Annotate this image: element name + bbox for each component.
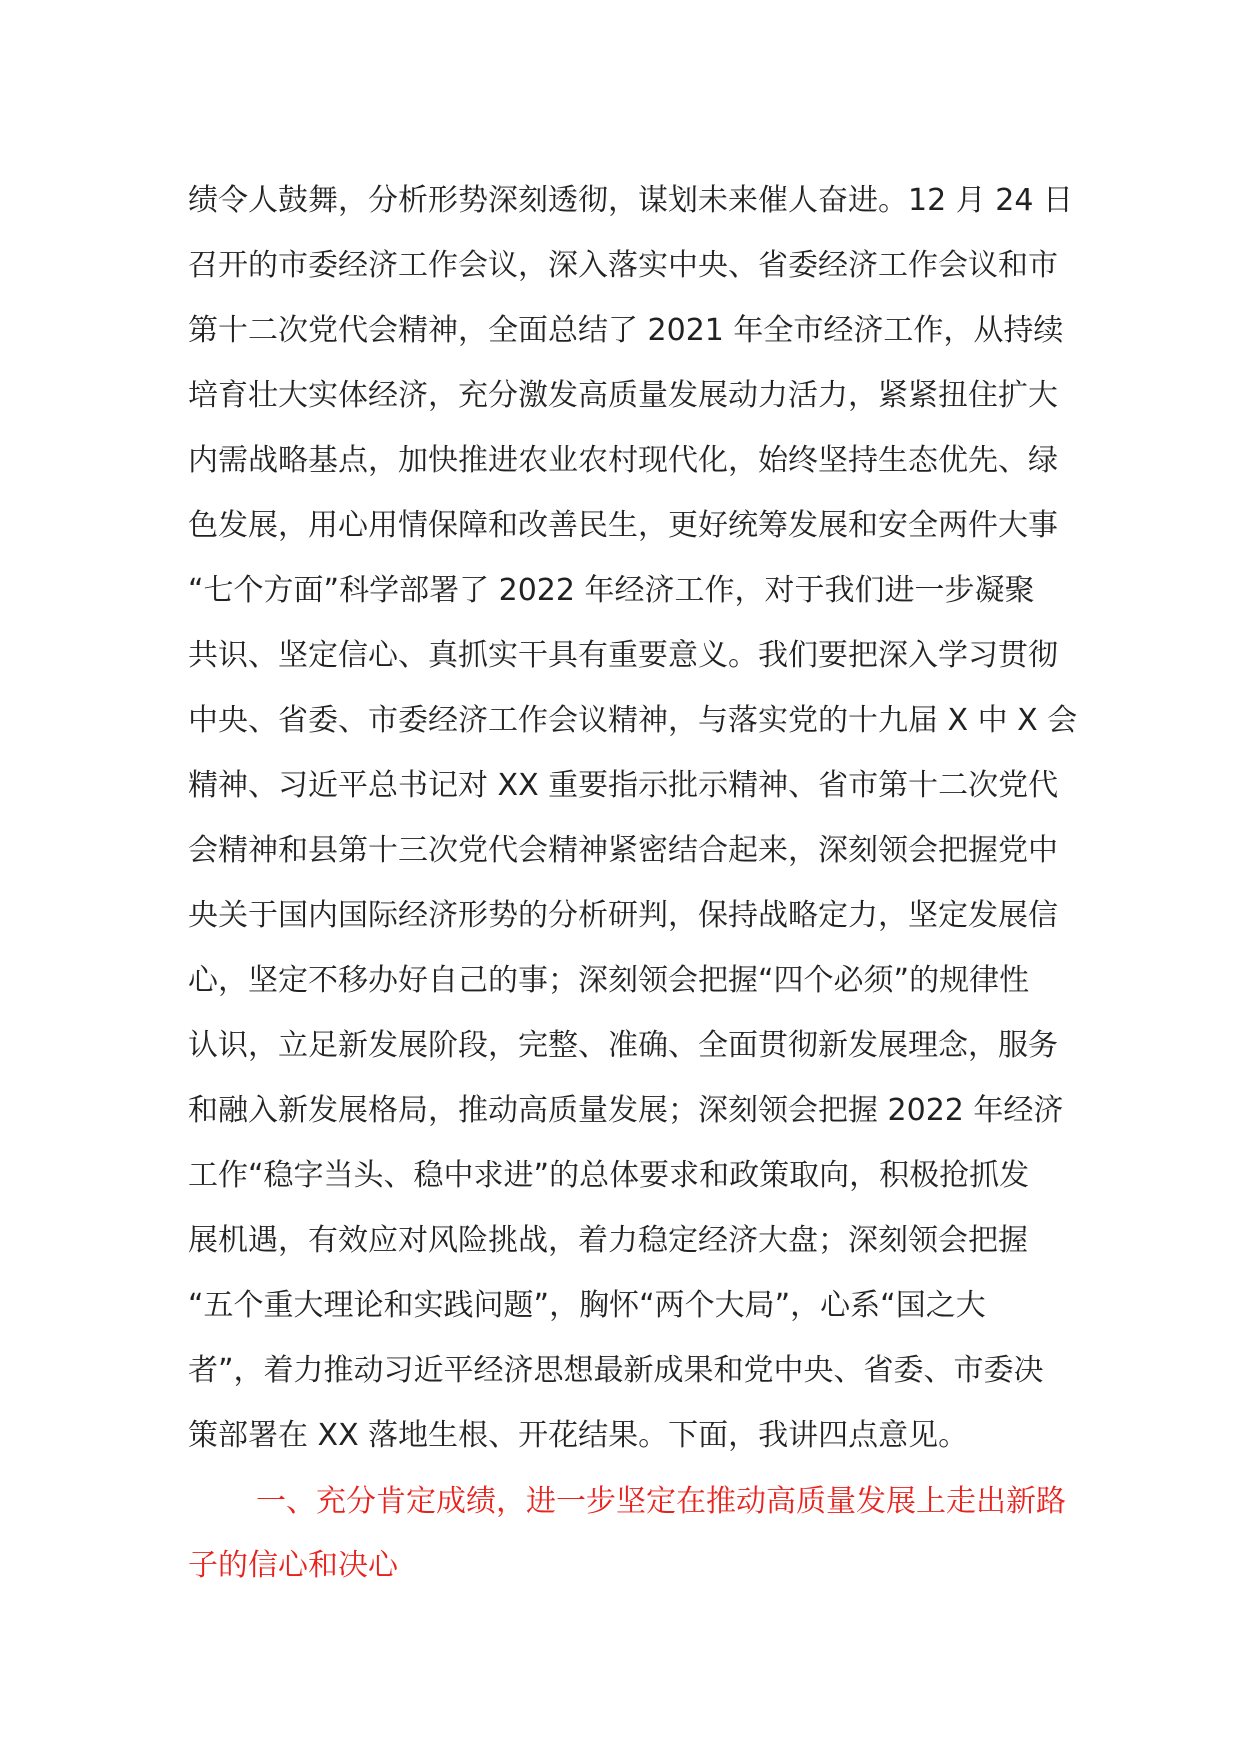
- paragraph-line: 第十二次党代会精神，全面总结了 2021 年全市经济工作，从持续: [188, 313, 1064, 348]
- paragraph-line: 培育壮大实体经济，充分激发高质量发展动力活力，紧紧扭住扩大: [188, 378, 1058, 413]
- body-paragraph: [188, 168, 1078, 1468]
- paragraph-line: 共识、坚定信心、真抓实干具有重要意义。我们要把深入学习贯彻: [188, 638, 1058, 673]
- paragraph-line: 策部署在 XX 落地生根、开花结果。下面，我讲四点意见。: [188, 1418, 969, 1453]
- paragraph-line: 中央、省委、市委经济工作会议精神，与落实党的十九届 X 中 X 会: [188, 703, 1078, 738]
- paragraph-line: “七个方面”科学部署了 2022 年经济工作，对于我们进一步凝聚: [188, 573, 1035, 608]
- paragraph-line: 央关于国内国际经济形势的分析研判，保持战略定力，坚定发展信: [188, 898, 1058, 933]
- paragraph-line: “五个重大理论和实践问题”，胸怀“两个大局”，心系“国之大: [188, 1288, 986, 1323]
- paragraph-line: 绩令人鼓舞，分析形势深刻透彻，谋划未来催人奋进。12 月 24 日: [188, 183, 1073, 218]
- paragraph-line: 认识，立足新发展阶段，完整、准确、全面贯彻新发展理念，服务: [188, 1028, 1058, 1063]
- paragraph-line: 召开的市委经济工作会议，深入落实中央、省委经济工作会议和市: [188, 248, 1058, 283]
- paragraph-line: 会精神和县第十三次党代会精神紧密结合起来，深刻领会把握党中: [188, 833, 1058, 868]
- section-heading: [188, 1470, 1068, 1598]
- paragraph-line: 精神、习近平总书记对 XX 重要指示批示精神、省市第十二次党代: [188, 768, 1059, 803]
- paragraph-line: 色发展，用心用情保障和改善民生，更好统筹发展和安全两件大事: [188, 508, 1058, 543]
- section-heading-line: 一、充分肯定成绩，进一步坚定在推动高质量发展上走出新路: [256, 1484, 1066, 1519]
- paragraph-line: 展机遇，有效应对风险挑战，着力稳定经济大盘；深刻领会把握: [188, 1223, 1028, 1258]
- paragraph-line: 和融入新发展格局，推动高质量发展；深刻领会把握 2022 年经济: [188, 1093, 1064, 1128]
- paragraph-line: 者”，着力推动习近平经济思想最新成果和党中央、省委、市委决: [188, 1353, 1044, 1388]
- paragraph-line: 内需战略基点，加快推进农业农村现代化，始终坚持生态优先、绿: [188, 443, 1058, 478]
- paragraph-line: 心，坚定不移办好自己的事；深刻领会把握“四个必须”的规律性: [188, 963, 1030, 998]
- section-heading-line: 子的信心和决心: [188, 1548, 398, 1583]
- paragraph-line: 工作“稳字当头、稳中求进”的总体要求和政策取向，积极抢抓发: [188, 1158, 1030, 1193]
